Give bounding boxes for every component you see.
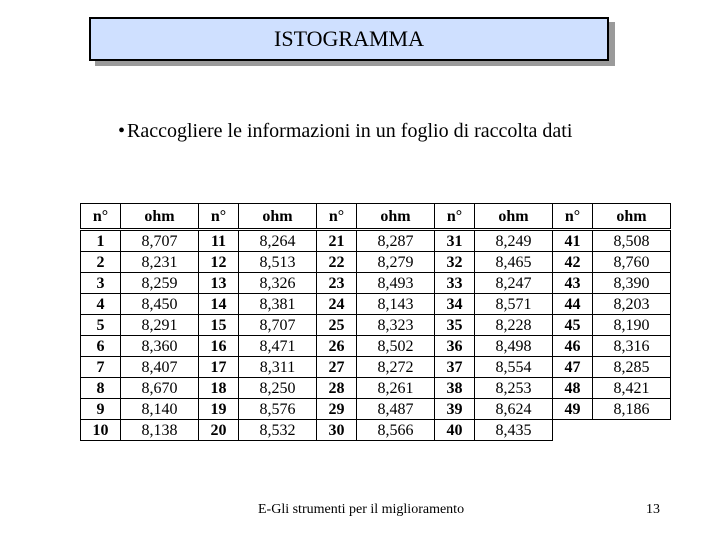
column-header-number: n° xyxy=(435,204,475,230)
empty-cell xyxy=(553,420,593,441)
ohm-value-cell: 8,493 xyxy=(357,273,435,294)
table-row xyxy=(81,252,671,273)
sample-number-cell: 26 xyxy=(317,336,357,357)
sample-number-cell: 10 xyxy=(81,420,121,441)
column-header-number: n° xyxy=(553,204,593,230)
column-header-ohm: ohm xyxy=(357,204,435,230)
ohm-value-cell: 8,326 xyxy=(239,273,317,294)
slide-title-text: ISTOGRAMMA xyxy=(274,26,424,51)
table-header-row xyxy=(81,204,671,230)
table-row xyxy=(81,378,671,399)
ohm-value-cell: 8,576 xyxy=(239,399,317,420)
bullet-text: Raccogliere le informazioni in un foglio di raccolta dati xyxy=(127,120,573,142)
sample-number-cell: 17 xyxy=(199,357,239,378)
sample-number-cell: 12 xyxy=(199,252,239,273)
sample-number-cell: 38 xyxy=(435,378,475,399)
sample-number-cell: 48 xyxy=(553,378,593,399)
ohm-value-cell: 8,140 xyxy=(121,399,199,420)
ohm-value-cell: 8,311 xyxy=(239,357,317,378)
sample-number-cell: 13 xyxy=(199,273,239,294)
sample-number-cell: 30 xyxy=(317,420,357,441)
ohm-value-cell: 8,249 xyxy=(475,230,553,252)
sample-number-cell: 20 xyxy=(199,420,239,441)
ohm-value-cell: 8,316 xyxy=(593,336,671,357)
ohm-value-cell: 8,186 xyxy=(593,399,671,420)
ohm-value-cell: 8,760 xyxy=(593,252,671,273)
ohm-value-cell: 8,323 xyxy=(357,315,435,336)
column-header-number: n° xyxy=(199,204,239,230)
sample-number-cell: 46 xyxy=(553,336,593,357)
ohm-value-cell: 8,279 xyxy=(357,252,435,273)
ohm-value-cell: 8,450 xyxy=(121,294,199,315)
sample-number-cell: 28 xyxy=(317,378,357,399)
ohm-value-cell: 8,421 xyxy=(593,378,671,399)
sample-number-cell: 27 xyxy=(317,357,357,378)
table-body xyxy=(81,230,671,441)
ohm-value-cell: 8,253 xyxy=(475,378,553,399)
bullet-icon: • xyxy=(118,120,126,142)
sample-number-cell: 22 xyxy=(317,252,357,273)
ohm-value-cell: 8,264 xyxy=(239,230,317,252)
ohm-value-cell: 8,143 xyxy=(357,294,435,315)
ohm-value-cell: 8,513 xyxy=(239,252,317,273)
sample-number-cell: 25 xyxy=(317,315,357,336)
sample-number-cell: 45 xyxy=(553,315,593,336)
ohm-value-cell: 8,272 xyxy=(357,357,435,378)
sample-number-cell: 4 xyxy=(81,294,121,315)
sample-number-cell: 8 xyxy=(81,378,121,399)
column-header-ohm: ohm xyxy=(593,204,671,230)
column-header-ohm: ohm xyxy=(475,204,553,230)
sample-number-cell: 24 xyxy=(317,294,357,315)
table-row xyxy=(81,420,671,441)
ohm-value-cell: 8,502 xyxy=(357,336,435,357)
sample-number-cell: 9 xyxy=(81,399,121,420)
sample-number-cell: 33 xyxy=(435,273,475,294)
sample-number-cell: 21 xyxy=(317,230,357,252)
column-header-number: n° xyxy=(81,204,121,230)
sample-number-cell: 6 xyxy=(81,336,121,357)
sample-number-cell: 43 xyxy=(553,273,593,294)
ohm-value-cell: 8,487 xyxy=(357,399,435,420)
sample-number-cell: 42 xyxy=(553,252,593,273)
ohm-value-cell: 8,435 xyxy=(475,420,553,441)
sample-number-cell: 49 xyxy=(553,399,593,420)
table-row xyxy=(81,336,671,357)
ohm-value-cell: 8,566 xyxy=(357,420,435,441)
table-row xyxy=(81,294,671,315)
sample-number-cell: 47 xyxy=(553,357,593,378)
ohm-value-cell: 8,407 xyxy=(121,357,199,378)
sample-number-cell: 7 xyxy=(81,357,121,378)
sample-number-cell: 37 xyxy=(435,357,475,378)
ohm-value-cell: 8,532 xyxy=(239,420,317,441)
ohm-value-cell: 8,287 xyxy=(357,230,435,252)
ohm-value-cell: 8,247 xyxy=(475,273,553,294)
ohm-value-cell: 8,498 xyxy=(475,336,553,357)
ohm-value-cell: 8,231 xyxy=(121,252,199,273)
ohm-value-cell: 8,381 xyxy=(239,294,317,315)
table-row xyxy=(81,357,671,378)
column-header-ohm: ohm xyxy=(121,204,199,230)
column-header-ohm: ohm xyxy=(239,204,317,230)
ohm-value-cell: 8,465 xyxy=(475,252,553,273)
footer-text: E-Gli strumenti per il miglioramento xyxy=(258,502,465,517)
ohm-value-cell: 8,624 xyxy=(475,399,553,420)
sample-number-cell: 39 xyxy=(435,399,475,420)
sample-number-cell: 5 xyxy=(81,315,121,336)
sample-number-cell: 23 xyxy=(317,273,357,294)
ohm-value-cell: 8,203 xyxy=(593,294,671,315)
sample-number-cell: 44 xyxy=(553,294,593,315)
ohm-value-cell: 8,190 xyxy=(593,315,671,336)
sample-number-cell: 40 xyxy=(435,420,475,441)
sample-number-cell: 32 xyxy=(435,252,475,273)
ohm-value-cell: 8,360 xyxy=(121,336,199,357)
sample-number-cell: 34 xyxy=(435,294,475,315)
sample-number-cell: 19 xyxy=(199,399,239,420)
empty-cell xyxy=(593,420,671,441)
sample-number-cell: 41 xyxy=(553,230,593,252)
sample-number-cell: 18 xyxy=(199,378,239,399)
table-row xyxy=(81,273,671,294)
sample-number-cell: 29 xyxy=(317,399,357,420)
ohm-value-cell: 8,291 xyxy=(121,315,199,336)
ohm-value-cell: 8,571 xyxy=(475,294,553,315)
sample-number-cell: 14 xyxy=(199,294,239,315)
table-row xyxy=(81,230,671,252)
ohm-value-cell: 8,250 xyxy=(239,378,317,399)
ohm-value-cell: 8,390 xyxy=(593,273,671,294)
column-header-number: n° xyxy=(317,204,357,230)
ohm-value-cell: 8,707 xyxy=(239,315,317,336)
sample-number-cell: 1 xyxy=(81,230,121,252)
bullet-point xyxy=(118,120,572,143)
sample-number-cell: 15 xyxy=(199,315,239,336)
ohm-value-cell: 8,508 xyxy=(593,230,671,252)
measurement-table xyxy=(80,203,671,441)
sample-number-cell: 3 xyxy=(81,273,121,294)
table-row xyxy=(81,399,671,420)
ohm-value-cell: 8,259 xyxy=(121,273,199,294)
sample-number-cell: 35 xyxy=(435,315,475,336)
sample-number-cell: 16 xyxy=(199,336,239,357)
ohm-value-cell: 8,285 xyxy=(593,357,671,378)
sample-number-cell: 2 xyxy=(81,252,121,273)
ohm-value-cell: 8,670 xyxy=(121,378,199,399)
ohm-value-cell: 8,554 xyxy=(475,357,553,378)
sample-number-cell: 31 xyxy=(435,230,475,252)
ohm-value-cell: 8,138 xyxy=(121,420,199,441)
ohm-value-cell: 8,707 xyxy=(121,230,199,252)
sample-number-cell: 36 xyxy=(435,336,475,357)
ohm-value-cell: 8,261 xyxy=(357,378,435,399)
page-number: 13 xyxy=(646,502,660,517)
sample-number-cell: 11 xyxy=(199,230,239,252)
ohm-value-cell: 8,228 xyxy=(475,315,553,336)
ohm-value-cell: 8,471 xyxy=(239,336,317,357)
table-row xyxy=(81,315,671,336)
slide-title xyxy=(89,17,609,61)
